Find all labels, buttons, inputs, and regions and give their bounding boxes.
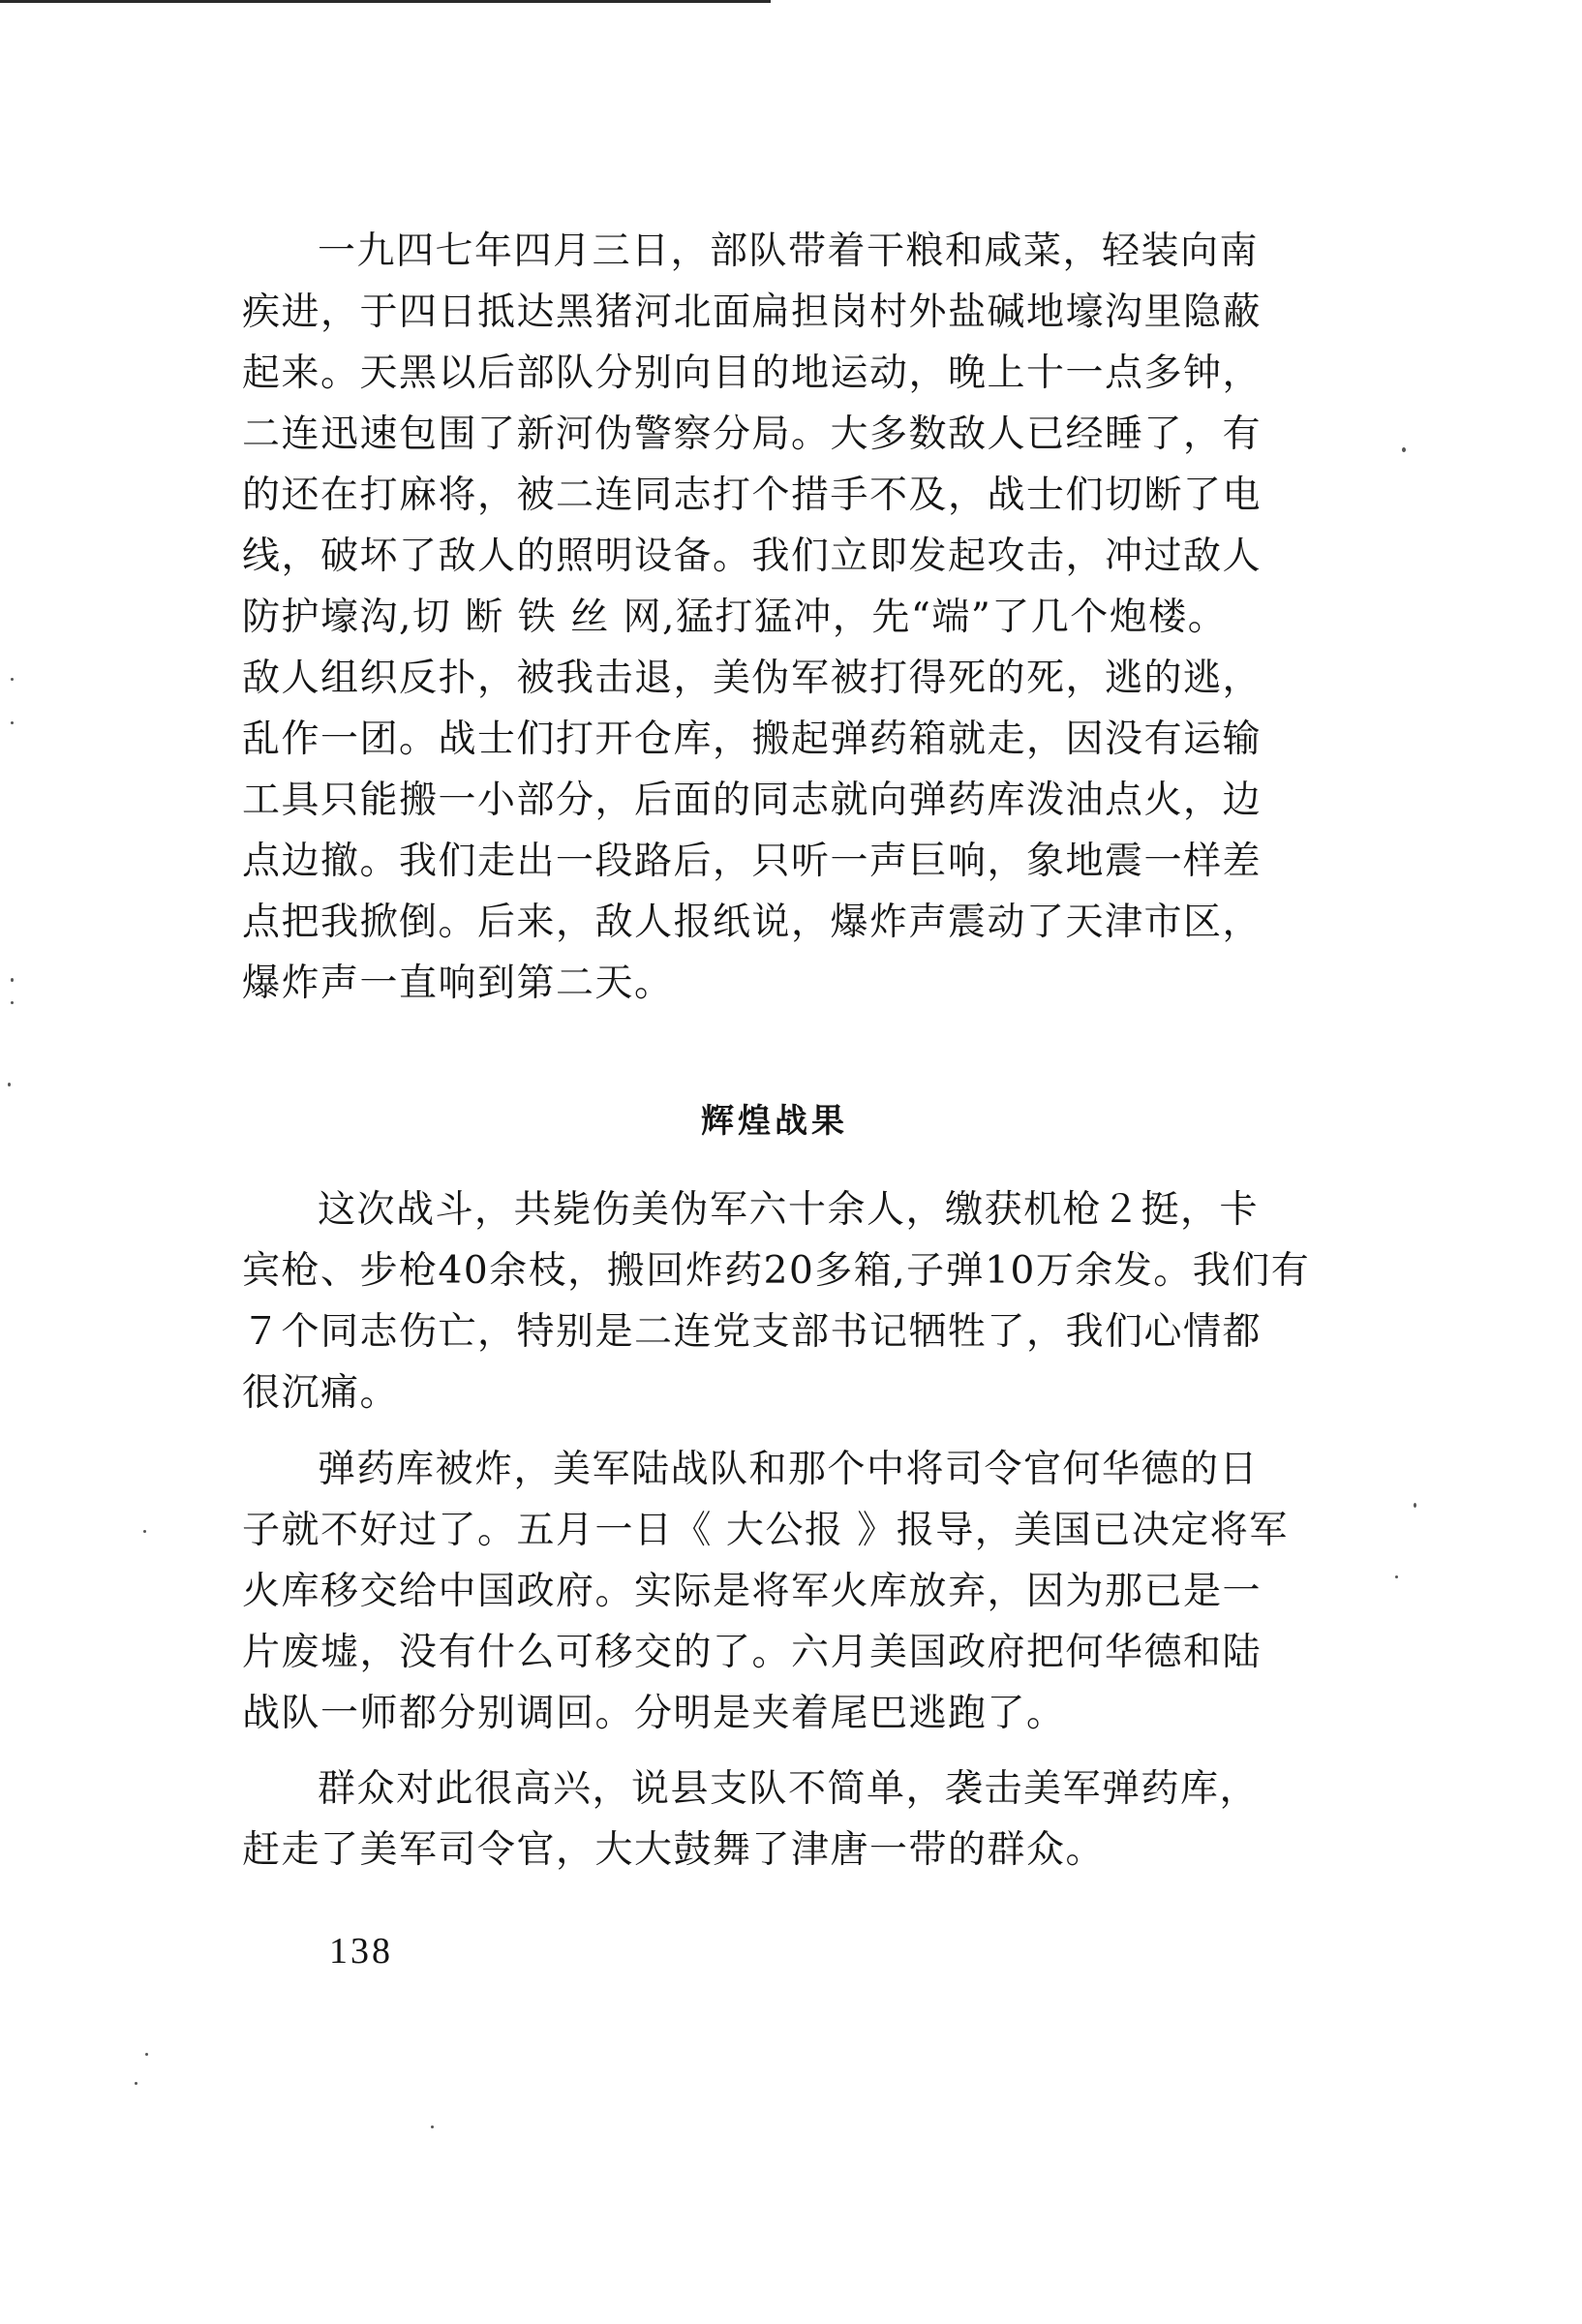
scan-speck (11, 678, 14, 681)
scan-speck (145, 2053, 148, 2056)
section-2 (242, 1181, 1311, 1879)
top-border-line (0, 0, 771, 3)
text-line: 的还在打麻将，被二连同志打个措手不及，战士们切断了电 (242, 474, 1263, 517)
scan-speck (1414, 1503, 1416, 1508)
text-line: 火库移交给中国政府。实际是将军火库放弃，因为那已是一 (242, 1570, 1263, 1613)
text-line: 这次战斗，共毙伤美伪军六十余人，缴获机枪２挺，卡 (318, 1188, 1260, 1232)
scan-speck (1395, 1575, 1398, 1578)
text-line: 点边撤。我们走出一段路后，只听一声巨响，象地震一样差 (242, 840, 1263, 883)
text-line: 片废墟，没有什么可移交的了。六月美国政府把何华德和陆 (242, 1631, 1263, 1674)
page-number: 138 (329, 1931, 393, 1972)
section-heading: 辉煌战果 (701, 1102, 848, 1141)
scan-speck (431, 2125, 434, 2128)
text-line: 一九四七年四月三日，部队带着干粮和咸菜，轻装向南 (318, 229, 1260, 273)
scan-speck (11, 978, 14, 982)
text-line: 点把我掀倒。后来，敌人报纸说，爆炸声震动了天津市区， (242, 901, 1263, 944)
text-line: 很沉痛。 (242, 1371, 400, 1415)
scan-speck (11, 1001, 14, 1004)
text-line: 赶走了美军司令官，大大鼓舞了津唐一带的群众。 (242, 1828, 1106, 1872)
scan-speck (1402, 447, 1406, 452)
text-line: 起来。天黑以后部队分别向目的地运动，晚上十一点多钟， (242, 352, 1263, 395)
text-line: 工具只能搬一小部分，后面的同志就向弹药库泼油点火，边 (242, 779, 1263, 822)
text-line: 乱作一团。战士们打开仓库，搬起弹药箱就走，因没有运输 (242, 718, 1263, 761)
text-line: 爆炸声一直响到第二天。 (242, 962, 674, 1005)
text-line: 二连迅速包围了新河伪警察分局。大多数敌人已经睡了，有 (242, 413, 1263, 456)
text-line: 宾枪、步枪40余枝，搬回炸药20多箱,子弹10万余发。我们有 (242, 1249, 1311, 1293)
text-line: 弹药库被炸，美军陆战队和那个中将司令官何华德的日 (318, 1448, 1260, 1491)
text-line: 线，破坏了敌人的照明设备。我们立即发起攻击，冲过敌人 (242, 535, 1263, 578)
section-1 (242, 223, 1307, 1017)
scan-speck (8, 1083, 11, 1086)
text-line: 群众对此很高兴，说县支队不简单，袭击美军弹药库， (318, 1767, 1260, 1811)
text-line: ７个同志伤亡，特别是二连党支部书记牺牲了，我们心情都 (242, 1310, 1263, 1354)
scan-speck (11, 721, 14, 724)
scan-speck (143, 1530, 146, 1533)
section-heading-block (242, 1094, 1307, 1152)
scan-speck (135, 2082, 137, 2085)
text-line: 防护壕沟,切 断 铁 丝 网,猛打猛冲，先“端”了几个炮楼。 (242, 596, 1228, 639)
text-line: 战队一师都分别调回。分明是夹着尾巴逃跑了。 (242, 1692, 1066, 1735)
text-line: 子就不好过了。五月一日《 大公报 》报导，美国已决定将军 (242, 1509, 1289, 1552)
text-line: 敌人组织反扑，被我击退，美伪军被打得死的死，逃的逃， (242, 657, 1263, 700)
text-line: 疾进，于四日抵达黑猪河北面扁担岗村外盐碱地壕沟里隐蔽 (242, 290, 1263, 334)
